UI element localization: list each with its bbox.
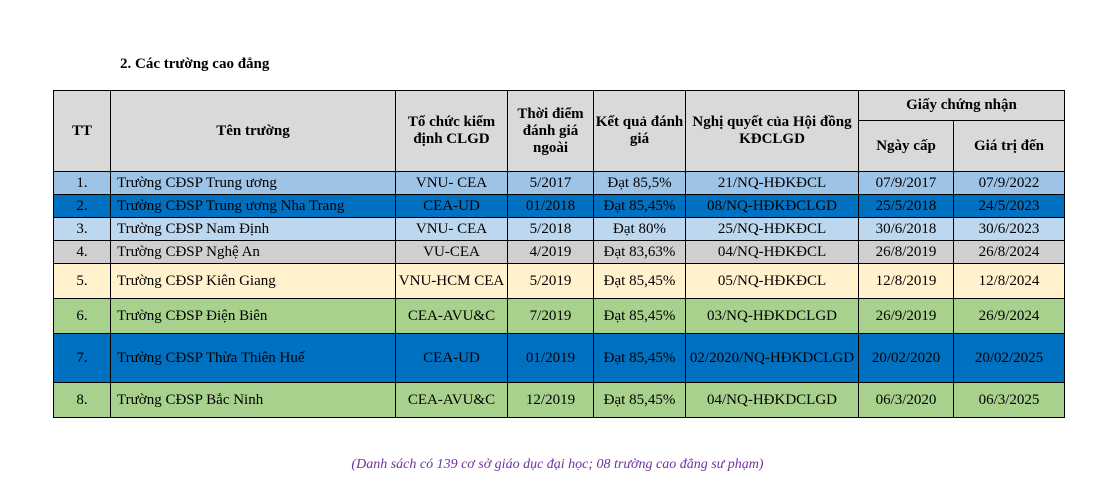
cell-name: Trường CĐSP Thừa Thiên Huế [111, 334, 396, 383]
cell-valid: 26/9/2024 [954, 299, 1065, 334]
cell-issued: 07/9/2017 [859, 172, 954, 195]
cell-valid: 30/6/2023 [954, 218, 1065, 241]
footer-note: (Danh sách có 139 cơ sở giáo dục đại học; 08 trường cao đẳng sư phạm) [351, 457, 764, 472]
cell-valid: 20/02/2025 [954, 334, 1065, 383]
cell-time: 01/2019 [508, 334, 594, 383]
cell-name: Trường CĐSP Kiên Giang [111, 264, 396, 299]
cell-time: 5/2017 [508, 172, 594, 195]
cell-tt: 3. [54, 218, 111, 241]
cell-org: CEA-UD [396, 195, 508, 218]
header-issued: Ngày cấp [859, 121, 954, 172]
cell-issued: 26/9/2019 [859, 299, 954, 334]
header-org: Tổ chức kiểm định CLGD [396, 91, 508, 172]
cell-tt: 1. [54, 172, 111, 195]
header-tt: TT [54, 91, 111, 172]
cell-time: 7/2019 [508, 299, 594, 334]
header-result: Kết quả đánh giá [594, 91, 686, 172]
cell-issued: 20/02/2020 [859, 334, 954, 383]
cell-time: 01/2018 [508, 195, 594, 218]
cell-resolution: 04/NQ-HĐKDCLGD [686, 383, 859, 418]
cell-resolution: 04/NQ-HĐKĐCL [686, 241, 859, 264]
cell-issued: 30/6/2018 [859, 218, 954, 241]
cell-org: CEA-UD [396, 334, 508, 383]
cell-org: CEA-AVU&C [396, 383, 508, 418]
cell-result: Đạt 85,5% [594, 172, 686, 195]
table-row [54, 195, 1065, 218]
header-resolution: Nghị quyết của Hội đồng KĐCLGD [686, 91, 859, 172]
cell-valid: 24/5/2023 [954, 195, 1065, 218]
cell-result: Đạt 85,45% [594, 383, 686, 418]
cell-name: Trường CĐSP Nam Định [111, 218, 396, 241]
cell-name: Trường CĐSP Trung ương [111, 172, 396, 195]
cell-result: Đạt 80% [594, 218, 686, 241]
table-row [54, 264, 1065, 299]
cell-time: 4/2019 [508, 241, 594, 264]
cell-issued: 25/5/2018 [859, 195, 954, 218]
cell-time: 5/2019 [508, 264, 594, 299]
table-row [54, 334, 1065, 383]
cell-result: Đạt 85,45% [594, 334, 686, 383]
cell-name: Trường CĐSP Điện Biên [111, 299, 396, 334]
header-name: Tên trường [111, 91, 396, 172]
header-cert: Giấy chứng nhận [859, 91, 1065, 121]
section-title: 2. Các trường cao đẳng [120, 56, 270, 72]
cell-org: VNU-HCM CEA [396, 264, 508, 299]
cell-issued: 06/3/2020 [859, 383, 954, 418]
cell-valid: 06/3/2025 [954, 383, 1065, 418]
cell-tt: 2. [54, 195, 111, 218]
table-row [54, 383, 1065, 418]
college-accreditation-table [53, 90, 1065, 418]
cell-tt: 7. [54, 334, 111, 383]
table-row [54, 241, 1065, 264]
table-row [54, 172, 1065, 195]
table-row [54, 218, 1065, 241]
cell-issued: 26/8/2019 [859, 241, 954, 264]
cell-tt: 5. [54, 264, 111, 299]
cell-tt: 6. [54, 299, 111, 334]
cell-org: VNU- CEA [396, 218, 508, 241]
header-valid: Giá trị đến [954, 121, 1065, 172]
cell-issued: 12/8/2019 [859, 264, 954, 299]
header-time: Thời điểm đánh giá ngoài [508, 91, 594, 172]
cell-time: 12/2019 [508, 383, 594, 418]
cell-name: Trường CĐSP Bắc Ninh [111, 383, 396, 418]
cell-time: 5/2018 [508, 218, 594, 241]
cell-name: Trường CĐSP Nghệ An [111, 241, 396, 264]
cell-resolution: 25/NQ-HĐKĐCL [686, 218, 859, 241]
cell-valid: 07/9/2022 [954, 172, 1065, 195]
cell-resolution: 21/NQ-HĐKĐCL [686, 172, 859, 195]
cell-result: Đạt 85,45% [594, 299, 686, 334]
cell-tt: 4. [54, 241, 111, 264]
cell-valid: 26/8/2024 [954, 241, 1065, 264]
cell-tt: 8. [54, 383, 111, 418]
cell-result: Đạt 83,63% [594, 241, 686, 264]
cell-result: Đạt 85,45% [594, 264, 686, 299]
cell-resolution: 08/NQ-HĐKĐCLGD [686, 195, 859, 218]
cell-name: Trường CĐSP Trung ương Nha Trang [111, 195, 396, 218]
cell-org: VNU- CEA [396, 172, 508, 195]
cell-resolution: 03/NQ-HĐKDCLGD [686, 299, 859, 334]
cell-org: CEA-AVU&C [396, 299, 508, 334]
cell-resolution: 05/NQ-HĐKĐCL [686, 264, 859, 299]
cell-resolution: 02/2020/NQ-HĐKDCLGD [686, 334, 859, 383]
cell-org: VU-CEA [396, 241, 508, 264]
cell-result: Đạt 85,45% [594, 195, 686, 218]
table-row [54, 299, 1065, 334]
cell-valid: 12/8/2024 [954, 264, 1065, 299]
